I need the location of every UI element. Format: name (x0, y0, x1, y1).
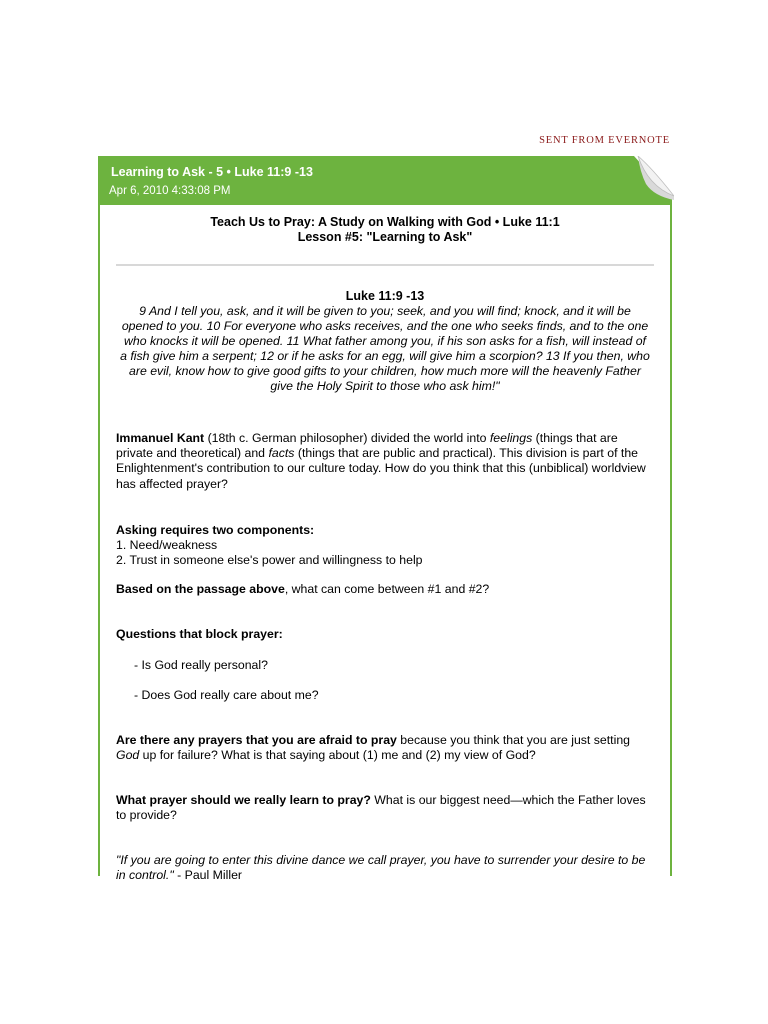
quote-paragraph (116, 853, 646, 883)
question-item-2: - Does God really care about me? (134, 688, 319, 702)
question-item-1: - Is God really personal? (134, 658, 268, 672)
sent-from-evernote-label: SENT FROM EVERNOTE (539, 135, 670, 146)
lesson-title-line-2: Lesson #5: "Learning to Ask" (297, 230, 473, 244)
kant-text-3: (things that are public and practical). This division is part of the Enlightenment's contribution to our culture today. How do you think that this (unbiblical) worldview has affected prayer? (116, 446, 646, 491)
asking-item-2: 2. Trust in someone else's power and willingness to help (116, 553, 423, 568)
kant-text-1: (18th c. German philosopher) divided the world into (204, 431, 490, 445)
scripture-reference: Luke 11:9 -13 (345, 289, 425, 303)
divider (116, 264, 654, 266)
kant-text-2: (things that are private and theoretical) and (116, 431, 618, 461)
note-title: Learning to Ask - 5 • Luke 11:9 -13 (111, 165, 313, 179)
kant-facts: facts (268, 446, 295, 461)
note-header (98, 156, 672, 205)
kant-paragraph (116, 431, 646, 492)
questions-heading: Questions that block prayer: (116, 627, 283, 641)
note-card (98, 156, 672, 883)
lesson-title (100, 215, 670, 245)
afraid-god: God (116, 748, 140, 763)
asking-heading: Asking requires two components: (116, 523, 315, 537)
scripture-text: 9 And I tell you, ask, and it will be given to you; seek, and you will find; knock, and it will be opened to you. 10 For everyone who asks receives, and the one who seeks finds, and to the one who knocks it will be opened. 11 What father among you, if his son asks for a fish, will instead of a fish give him a serpent; 12 or if he asks for an egg, will give him a scorpion? 13 If you then, who are evil, know how to give good gifts to your children, how much more will the heavenly Father give the Holy Spirit to those who ask him!" (120, 304, 650, 393)
passage-question (116, 582, 646, 597)
kant-feelings: feelings (489, 431, 533, 445)
passage-rest: , what can come between #1 and #2? (284, 582, 490, 596)
kant-name: Immanuel Kant (116, 431, 205, 445)
learn-rest: What is our biggest need—which the Father loves to provide? (116, 793, 646, 823)
quote-author: - Paul Miller (173, 868, 243, 883)
afraid-bold: Are there any prayers that you are afraid to pray (116, 733, 397, 747)
page-curl-icon (634, 156, 674, 200)
passage-bold: Based on the passage above (116, 582, 285, 596)
learn-bold: What prayer should we really learn to pray? (116, 793, 371, 807)
quote-text: "If you are going to enter this divine dance we call prayer, you have to surrender your desire to be in control." (116, 853, 646, 883)
lesson-title-line-1: Teach Us to Pray: A Study on Walking with God • Luke 11:1 (210, 215, 560, 229)
note-date: Apr 6, 2010 4:33:08 PM (109, 185, 231, 197)
afraid-paragraph (116, 733, 646, 763)
afraid-text-1: because you think that you are just setting (396, 733, 630, 747)
asking-item-1: 1. Need/weakness (116, 538, 218, 553)
afraid-text-2: up for failure? What is that saying about (1) me and (2) my view of God? (139, 748, 536, 763)
learn-paragraph (116, 793, 646, 823)
asking-section (116, 523, 646, 569)
